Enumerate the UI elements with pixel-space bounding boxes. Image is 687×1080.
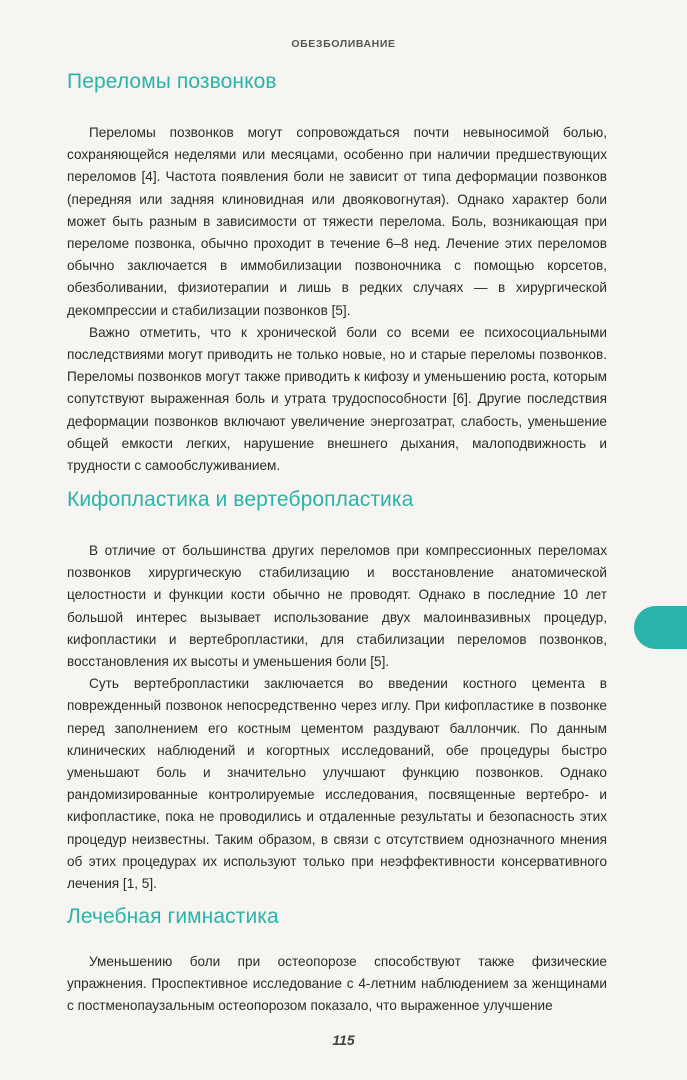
section-heading: Кифопластика и вертебропластика [67,488,414,511]
section-exercise-therapy [67,905,607,1018]
paragraph: Суть вертебропластики заключается во введении костного цемента в поврежденный позвонок непосредственно через иглу. При кифопластике в позвонке перед заполнением его костным цементом раздувают баллончик. По данным клинических наблюдений и когортных исследований, обе процедуры быстро уменьшают боль и значительно улучшают функцию позвонков. Однако рандомизированные контролируемые исследования, посвященные вертебро- и кифопластике, пока не проводились и отдаленные результаты и безопасность этих процедур неизвестны. Таким образом, в связи с отсутствием однозначного мнения об этих процедурах их используют только при неэффективности консервативного лечения [1, 5]. [67,676,607,892]
section-kyphoplasty [67,488,607,895]
paragraph: Важно отметить, что к хронической боли со всеми ее психосоциальными последствиями могут приводить не только новые, но и старые переломы позвонков. Переломы позвонков могут также приводить к кифозу и уменьшению роста, которым сопутствуют выраженная боль и утрата трудоспособности [6]. Другие последствия деформации позвонков включают увеличение энергозатрат, слабость, уменьшение общей емкости легких, нарушение внешнего дыхания, малоподвижность и трудности с самообслуживанием. [67,324,607,474]
section-heading: Переломы позвонков [67,70,277,93]
section-heading: Лечебная гимнастика [67,905,279,928]
paragraph: Уменьшению боли при остеопорозе способствуют также физические упражнения. Проспективное исследование с 4-летним наблюдением за женщинами с постменопаузальным остеопорозом показало, что выраженное улучшение [67,954,607,1014]
page-number: 115 [332,1032,355,1048]
running-header: ОБЕЗБОЛИВАНИЕ [291,38,396,50]
section-body [67,540,607,895]
section-body [67,951,607,1018]
chapter-thumb-tab [634,606,687,649]
paragraph: В отличие от большинства других переломов при компрессионных переломах позвонков хирургическую стабилизацию и восстановление анатомической целостности и функции кости обычно не проводят. Однако в последние 10 лет большой интерес вызывает использование двух малоинвазивных процедур, кифопластики и вертебропластики, для стабилизации переломов позвонков, восстановления их высоты и уменьшения боли [5]. [67,543,607,670]
section-body [67,122,607,477]
section-vertebral-fractures [67,70,607,477]
paragraph: Переломы позвонков могут сопровождаться почти невыносимой болью, сохраняющейся неделями или месяцами, особенно при наличии предшествующих переломов [4]. Частота появления боли не зависит от типа деформации позвонков (передняя или задняя клиновидная или двояковогнутая). Однако характер боли может быть разным в зависимости от тяжести перелома. Боль, возникающая при переломе позвонка, обычно проходит в течение 6–8 нед. Лечение этих переломов обычно заключается в иммобилизации позвоночника с помощью корсетов, обезболивании, физиотерапии и лишь в редких случаях — в хирургической декомпрессии и стабилизации позвонков [5]. [67,125,607,318]
